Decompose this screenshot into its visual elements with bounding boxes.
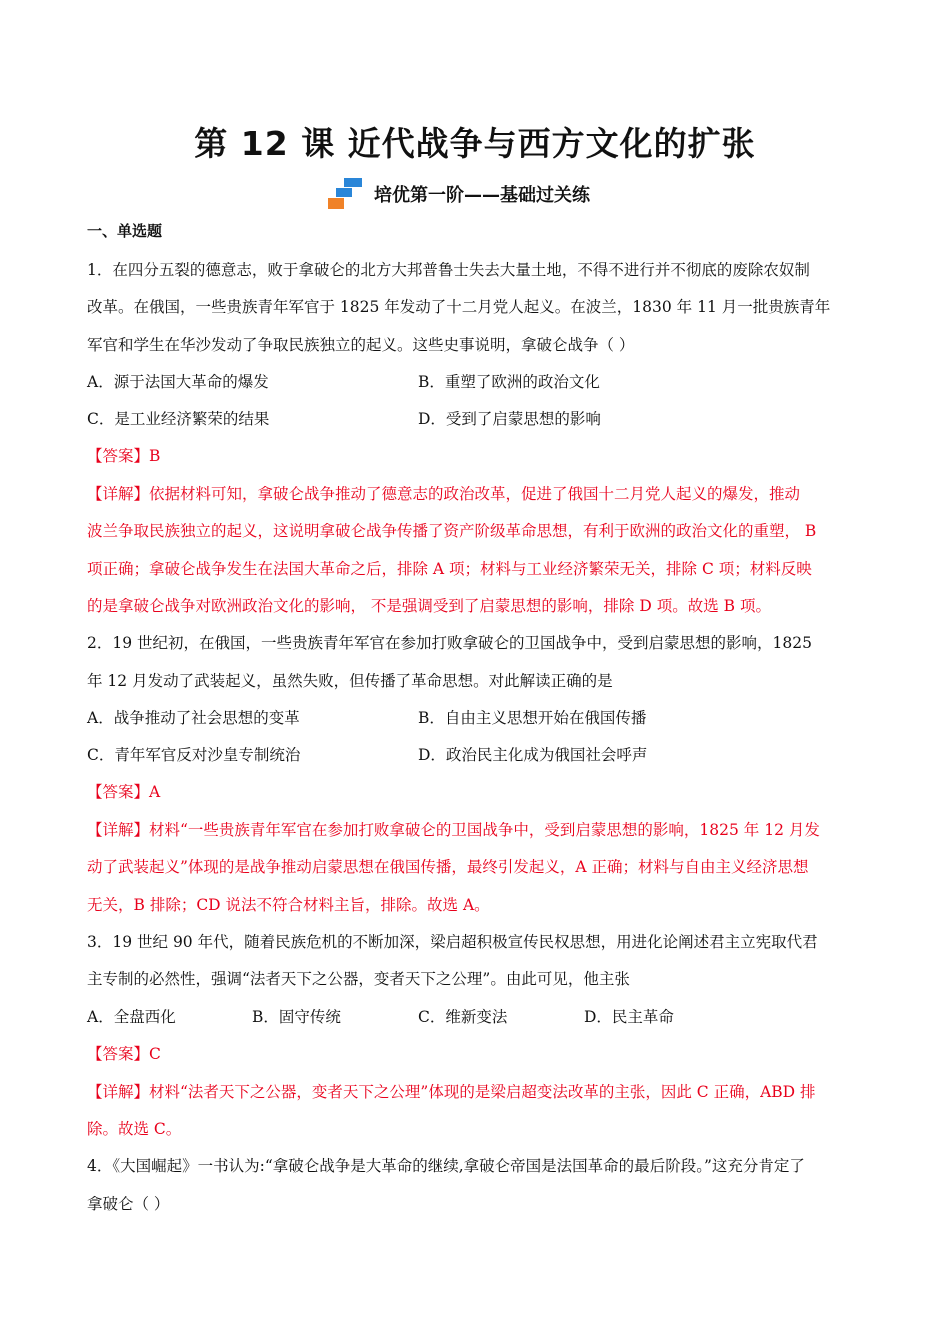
q1-detail-line: 波兰争取民族独立的起义，这说明拿破仑战争传播了资产阶级革命思想，有利于欧洲的政治文化的重塑， B — [87, 522, 817, 540]
q2-answer: 【答案】A — [87, 783, 161, 801]
q1-option-a: A．源于法国大革命的爆发 — [87, 373, 269, 391]
section-title: 一、单选题 — [87, 222, 163, 240]
q3-option-a: A．全盘西化 — [87, 1008, 176, 1026]
q3-option-c: C．维新变法 — [418, 1008, 508, 1026]
q2-detail-line: 无关，B 排除；CD 说法不符合材料主旨，排除。故选 A。 — [87, 896, 490, 914]
subtitle — [328, 178, 590, 210]
q1-detail-line: 的是拿破仑战争对欧洲政治文化的影响， 不是强调受到了启蒙思想的影响，排除 D 项。故选 B 项。 — [87, 597, 771, 615]
q1-answer: 【答案】B — [87, 447, 161, 465]
q3-detail-line: 除。故选 C。 — [87, 1120, 182, 1138]
q1-line: 改革。在俄国，一些贵族青年军官于 1825 年发动了十二月党人起义。在波兰，1830 年 11 月一批贵族青年 — [87, 298, 831, 316]
q1-line: 军官和学生在华沙发动了争取民族独立的起义。这些史事说明，拿破仑战争（ ） — [87, 336, 635, 354]
q2-detail-line: 动了武装起义”体现的是战争推动启蒙思想在俄国传播，最终引发起义，A 正确；材料与自由主义经济思想 — [87, 858, 809, 876]
q4-line: 拿破仑（ ） — [87, 1195, 170, 1213]
q4-line: 4．《大国崛起》一书认为:“拿破仑战争是大革命的继续,拿破仑帝国是法国革命的最后阶段。”这充分肯定了 — [87, 1157, 805, 1175]
q1-detail-line: 项正确；拿破仑战争发生在法国大革命之后，排除 A 项；材料与工业经济繁荣无关，排除 C 项；材料反映 — [87, 560, 812, 578]
q2-option-d: D．政治民主化成为俄国社会呼声 — [418, 746, 648, 764]
subtitle-text: 培优第一阶——基础过关练 — [374, 185, 590, 206]
q1-detail-line: 【详解】依据材料可知，拿破仑战争推动了德意志的政治改革，促进了俄国十二月党人起义的爆发，推动 — [87, 485, 801, 503]
q2-option-a: A．战争推动了社会思想的变革 — [87, 709, 300, 727]
q2-line: 2．19 世纪初，在俄国，一些贵族青年军官在参加打败拿破仑的卫国战争中，受到启蒙思想的影响，1825 — [87, 634, 812, 652]
q3-detail-line: 【详解】材料“法者天下之公器，变者天下之公理”体现的是梁启超变法改革的主张，因此 C 正确，ABD 排 — [87, 1083, 816, 1101]
q1-option-b: B．重塑了欧洲的政治文化 — [418, 373, 600, 391]
q3-line: 3．19 世纪 90 年代，随着民族危机的不断加深，梁启超积极宣传民权思想，用进化论阐述君主立宪取代君 — [87, 933, 818, 951]
q1-option-c: C．是工业经济繁荣的结果 — [87, 410, 270, 428]
q2-line: 年 12 月发动了武装起义，虽然失败，但传播了革命思想。对此解读正确的是 — [87, 672, 613, 690]
q3-answer: 【答案】C — [87, 1045, 161, 1063]
q3-line: 主专制的必然性，强调“法者天下之公器，变者天下之公理”。由此可见，他主张 — [87, 970, 630, 988]
q1-line: 1．在四分五裂的德意志，败于拿破仑的北方大邦普鲁士失去大量土地，不得不进行并不彻底的废除农奴制 — [87, 261, 810, 279]
q2-detail-line: 【详解】材料“一些贵族青年军官在参加打败拿破仑的卫国战争中，受到启蒙思想的影响，1825 年 12 月发 — [87, 821, 820, 839]
q1-option-d: D．受到了启蒙思想的影响 — [418, 410, 601, 428]
page-title: 第 12 课 近代战争与西方文化的扩张 — [194, 124, 756, 163]
q3-option-b: B．固守传统 — [252, 1008, 341, 1026]
q2-option-c: C．青年军官反对沙皇专制统治 — [87, 746, 301, 764]
stair-blocks-icon — [328, 178, 368, 210]
q3-option-d: D．民主革命 — [584, 1008, 674, 1026]
q2-option-b: B．自由主义思想开始在俄国传播 — [418, 709, 647, 727]
